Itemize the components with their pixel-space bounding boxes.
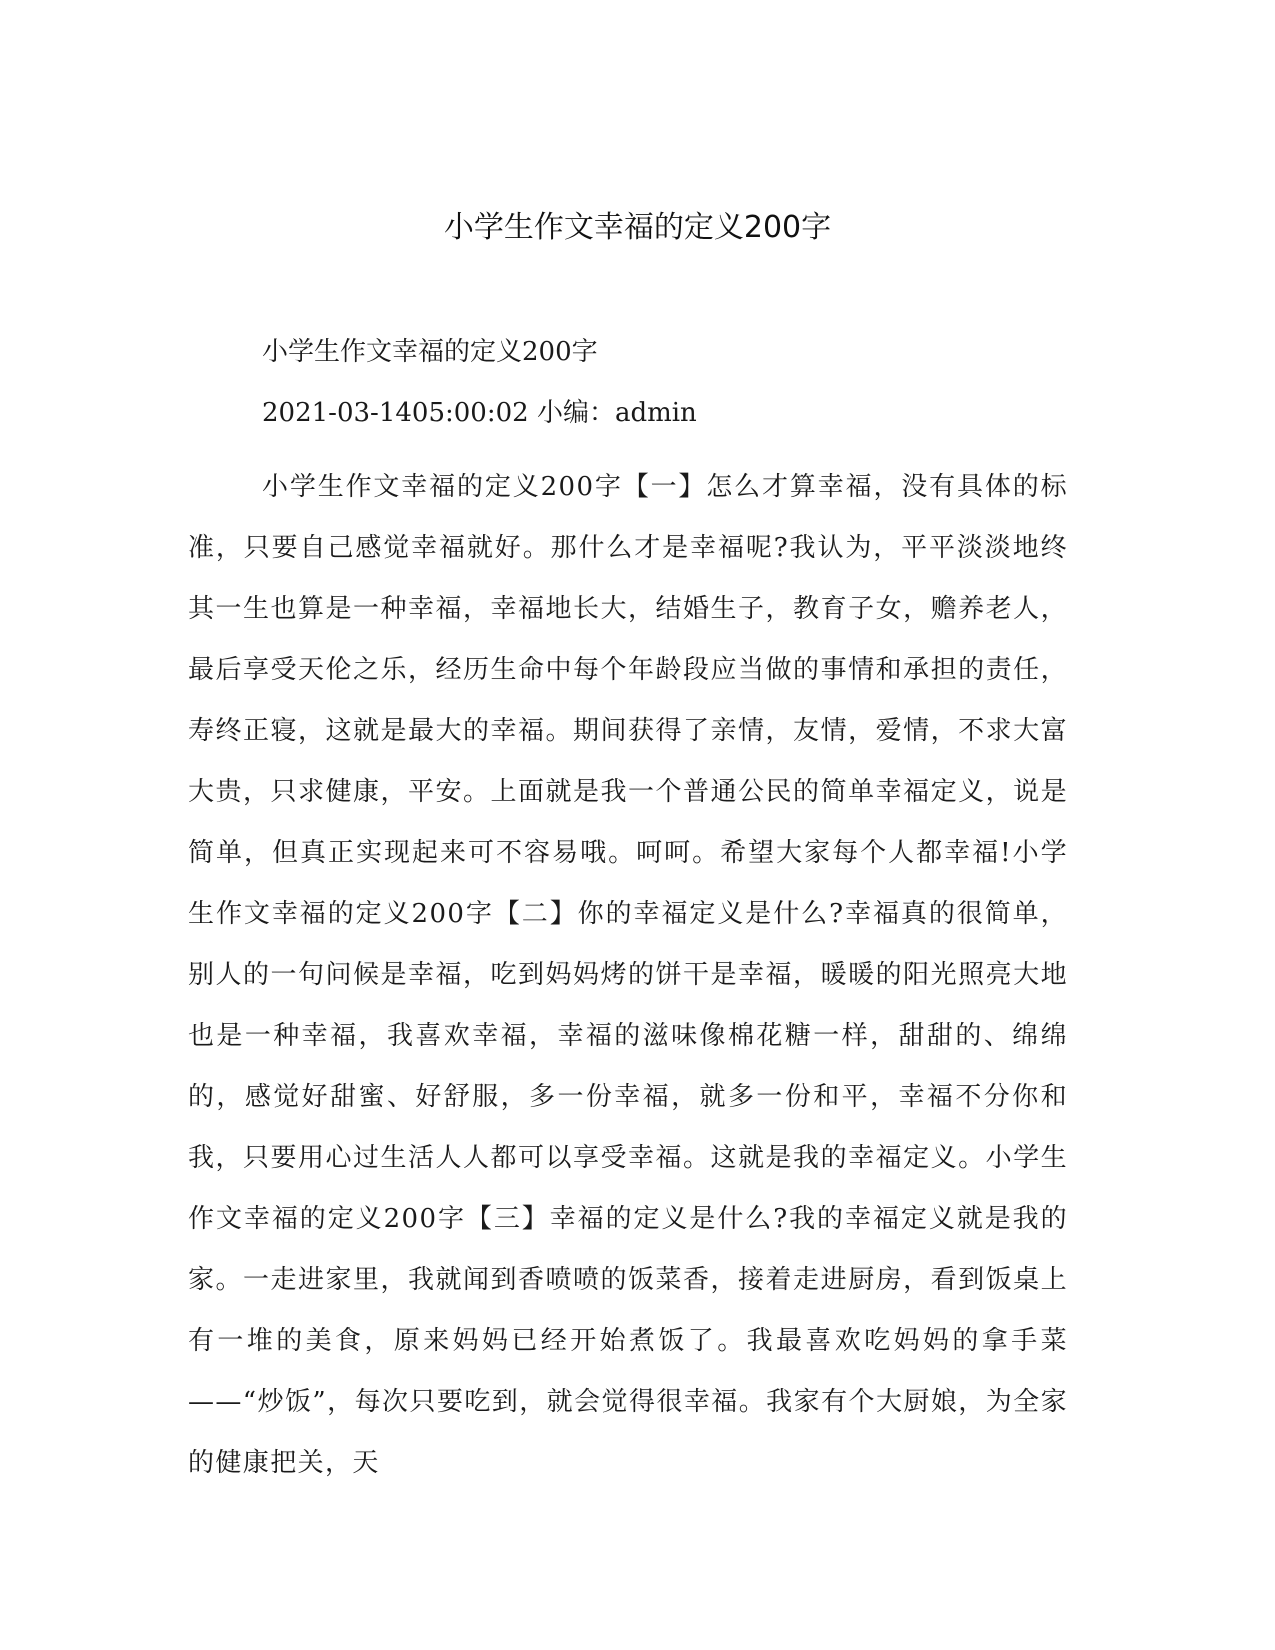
document-title: 小学生作文幸福的定义200字 xyxy=(443,210,832,245)
article-subtitle: 小学生作文幸福的定义200字 xyxy=(262,337,598,367)
article-body: 小学生作文幸福的定义200字【一】怎么才算幸福，没有具体的标准，只要自己感觉幸福就好。那什么才是幸福呢?我认为，平平淡淡地终其一生也算是一种幸福，幸福地长大，结婚生子，教育子女，赡养老人，最后享受天伦之乐，经历生命中每个年龄段应当做的事情和承担的责任，寿终正寝，这就是最大的幸福。期间获得了亲情，友情，爱情，不求大富大贵，只求健康，平安。上面就是我一个普通公民的简单幸福定义，说是简单，但真正实现起来可不容易哦。呵呵。希望大家每个人都幸福!小学生作文幸福的定义200字【二】你的幸福定义是什么?幸福真的很简单，别人的一句问候是幸福，吃到妈妈烤的饼干是幸福，暖暖的阳光照亮大地也是一种幸福，我喜欢幸福，幸福的滋味像棉花糖一样，甜甜的、绵绵的，感觉好甜蜜、好舒服，多一份幸福，就多一份和平，幸福不分你和我，只要用心过生活人人都可以享受幸福。这就是我的幸福定义。小学生作文幸福的定义200字【三】幸福的定义是什么?我的幸福定义就是我的家。一走进家里，我就闻到香喷喷的饭菜香，接着走进厨房，看到饭桌上有一堆的美食，原来妈妈已经开始煮饭了。我最喜欢吃妈妈的拿手菜——“炒饭”，每次只要吃到，就会觉得很幸福。我家有个大厨娘，为全家的健康把关，天 xyxy=(188,472,1068,1478)
article-dateline: 2021-03-1405:00:02 小编：admin xyxy=(262,398,697,428)
